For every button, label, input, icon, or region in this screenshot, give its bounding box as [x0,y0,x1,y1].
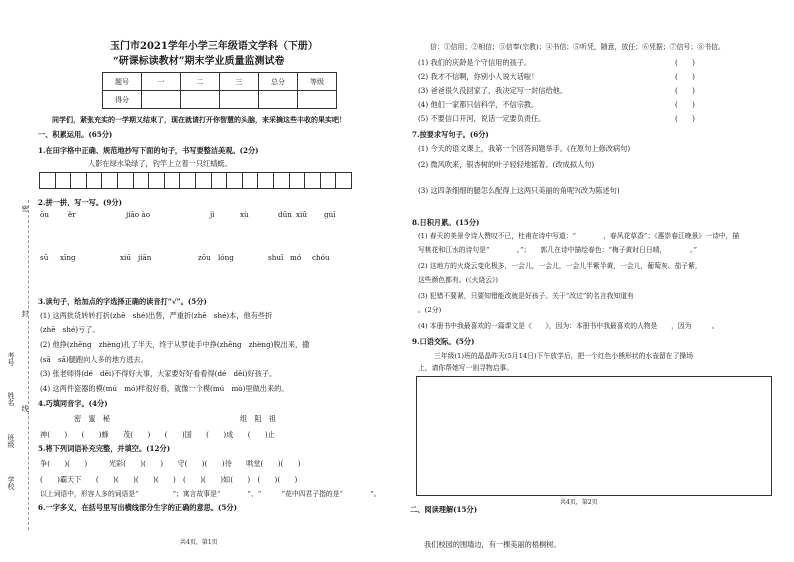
pinyin: shuǐ [268,253,284,262]
q8-line[interactable]: (1) 春天的美景令诗人赞叹不已，杜甫在诗中写道：“ ，春风花草香”；《惠崇春江晚景》一诗中，描 [418,232,740,240]
grid-cell[interactable] [55,172,72,189]
q8-line[interactable]: 写桃花和江水的诗句是“ 。”； 郭几在诗中描绘春色：“梅子黄时日日晴， 。” [418,246,697,254]
score-cell: 得分 [103,91,142,109]
score-cell: 一 [142,73,181,91]
q3-line: (sā sǎ)腿跑向人多的地方逃去。 [40,355,148,364]
grid-cell[interactable] [273,172,290,189]
q8-line[interactable]: (2) 这地方的火烧云变化极多，一会儿，一会儿，一会儿半紫半黄，一会儿，葡萄灰、茄子紫， [418,262,702,270]
q9-text: 上，请你帮她写一则寻物启事。 [418,364,514,372]
name-label: 姓名 [7,392,15,406]
q6-item: (2) 我才不信啊，你别小人说大话啦！ [418,72,539,81]
grid-cell[interactable] [320,172,337,189]
score-cell: 总分 [259,73,298,91]
grid-cell[interactable] [179,172,196,189]
pinyin: dūn [278,210,292,219]
pinyin: xǐng [60,253,76,262]
q8-title: 8.日积月累。(15分) [412,218,480,227]
grid-cell[interactable] [211,172,228,189]
grid-cell[interactable] [133,172,150,189]
q9-title: 9.口语交际。(5分) [412,337,475,346]
q1-sentence: 人影在绿水染绿了，钓竿上立着一只红蜻蜓。 [88,159,232,168]
q8-line[interactable]: (4) 本册书中我最喜欢的一篇课文是《 》，因为：本册书中我最喜欢的人物是 ，因为 。 [418,322,719,330]
q7-line: (3) 这四条细细的腿怎么配得上这两只美丽的角呢?(改为陈述句) [418,186,620,195]
grid-cell[interactable] [101,172,118,189]
q5-row[interactable]: 争( )( ) 光彩( )( ) 守( )( )待 哄堂( )( ) [40,459,301,468]
q4-chars-right: 组 阻 祖 [240,414,276,423]
answer-paren[interactable]: ( ) [675,58,695,67]
grid-cell[interactable] [86,172,103,189]
grid-cell[interactable] [226,172,243,189]
grid-cell[interactable] [70,172,87,189]
q6-item: (3) 爸爸很久没回家了，我决定写一封信给他。 [418,86,568,95]
title-line-2: “研课标读教材”期末学业质量监测试卷 [113,56,285,67]
grid-cell[interactable] [335,172,352,189]
right-page [410,0,775,562]
line-label: 线 [21,405,29,412]
section-2-title: 二、阅读理解(15分) [410,505,478,514]
pinyin: chóu [312,253,330,262]
q8-line[interactable]: (3) 犯错不要紧，只要知错能改就是好孩子。关于“改过”的名言我知道有 [418,292,634,300]
seal-label: 密 [21,205,29,212]
pinyin: zōu [198,253,211,262]
pinyin: sū [40,253,49,262]
page-footer-right: 共4页，第2页 [560,499,598,506]
pinyin: guī [324,210,336,219]
q7-title: 7.按要求写句子。(6分) [412,130,489,139]
score-table [102,72,337,109]
q3-line: (2) 他挣(zhēng zhèng)扎了半天，终于从罗徒手中挣(zhēng zhèng)脱出来，撒 [40,340,310,349]
pinyin: ěr [68,210,76,219]
score-input-cell[interactable] [259,91,298,109]
q8-line: 。(2分) [418,306,442,314]
q6-options: 信：①信用；②相信；③信奉(宗教)；④书信；⑤听凭，随意，放任；⑥凭据；⑦信号；⑧书信。 [430,43,725,51]
left-page [30,0,390,562]
score-cell: 等级 [298,73,337,91]
grid-cell[interactable] [164,172,181,189]
score-input-cell[interactable] [181,91,220,109]
q6-item: (1) 我们的庆龄是个守信用的孩子。 [418,58,532,67]
q5-title: 5.将下列词语补充完整，并填空。(12分) [38,444,171,453]
answer-paren[interactable]: ( ) [675,114,695,123]
pinyin: lóng [218,253,234,262]
notice-writing-box[interactable] [416,376,772,496]
grid-cell[interactable] [148,172,165,189]
pinyin: jì [210,210,215,219]
grid-cell[interactable] [195,172,212,189]
grid-cell[interactable] [304,172,321,189]
q3-title: 3.读句子，给加点的字选择正确的读音打“√”。(5分) [38,297,207,306]
answer-paren[interactable]: ( ) [675,72,695,81]
grid-cell[interactable] [117,172,134,189]
writing-grid[interactable] [40,172,352,189]
q4-chars-left: 密 蜜 秘 [74,414,110,423]
pinyin: mó [290,253,302,262]
grid-cell[interactable] [242,172,259,189]
score-input-cell[interactable] [220,91,259,109]
q6-item: (4) 他们一家都只信科学，不信宗教。 [418,100,539,109]
q9-text: 三年级(1)班的晶晶昨天(5月14日)下午放学后，把一个红色小熊形状的水壶留在了操场 [434,352,693,360]
q1-title: 1.在田字格中正确、规范地抄写下面的句子，书写要整洁美观。(2分) [38,146,259,155]
binding-line [28,200,29,530]
grid-cell[interactable] [289,172,306,189]
q3-line: (3) 张老师得(dé děi)不得好大事，大家要好好看看得(dé děi)好孩子。 [40,369,277,378]
pinyin: xiū [296,210,307,219]
answer-paren[interactable]: ( ) [675,86,695,95]
score-input-cell[interactable] [298,91,337,109]
q7-line: (1) 今天的语文课上，我第一个回答问题举手。(在原句上修改病句) [418,144,631,153]
q5-row[interactable]: ( )霸天下 ( )( )( )( ) ( )( )如( ) ( )( ) [40,475,298,484]
number-label: 考号 [7,352,15,366]
score-cell: 二 [181,73,220,91]
school-label: 学校 [7,476,15,490]
q3-line: (zhē shé)亏了。 [40,325,100,334]
q3-line: (1) 这两批货转转打折(zhē shé)出售，严重折(zhē shé)本，他有些折 [40,311,273,320]
grid-cell[interactable] [39,172,56,189]
answer-paren[interactable]: ( ) [675,100,695,109]
pinyin: ōu [40,210,49,219]
grid-cell[interactable] [257,172,274,189]
pinyin: xiū [120,253,131,262]
score-cell: 三 [220,73,259,91]
q4-title: 4.巧填同音字。(4分) [38,399,108,408]
intro-text: 同学们，紧张充实的一学期又结束了，现在就请打开你智慧的头脑，来采摘这些丰收的果实吧！ [52,115,346,124]
score-cell: 题号 [103,73,142,91]
score-input-cell[interactable] [142,91,181,109]
q6-item: (5) 不要信口开河，说话一定要负责任。 [418,114,546,123]
page-footer-left: 共4页，第1页 [180,539,218,546]
q4-blanks[interactable]: 神( ) ( )蜂 茂( ) ( )国 ( )成 ( )止 [40,430,275,439]
q8-line: 这些颜色都有。(《火烧云》) [418,276,499,284]
pinyin: jiān [138,253,152,262]
q3-line: (4) 这两件瓷器的模(mú mó)样很好看，就像一个模(mú mó)里做出来的。 [40,384,289,393]
pinyin: xù [240,210,249,219]
reading-first-line: 我们校园的围墙边，有一棵美丽的梧桐树。 [424,540,561,549]
q5-row[interactable]: 以上词语中，形容人多的词语是“ ”；寓言故事是“ ”、“ ”花中四君子指的是“ ”。 [40,490,381,498]
q6-title: 6.一字多义，在括号里写出横线部分生字的正确的意思。(5分) [38,503,237,512]
pinyin: jiāo ào [126,210,151,219]
class-label: 班级 [7,434,15,448]
title-line-1: 玉门市2021学年小学三年级语文学科（下册） [110,41,318,52]
q7-line: (2) 微风吹来，银杏树的叶子轻轻地摇着。(改成拟人句) [418,160,595,169]
section-1-title: 一、积累运用。(65分) [38,130,113,139]
q2-title: 2.拼一拼，写一写。(9分) [38,198,122,207]
bind-label: 封 [21,310,29,317]
